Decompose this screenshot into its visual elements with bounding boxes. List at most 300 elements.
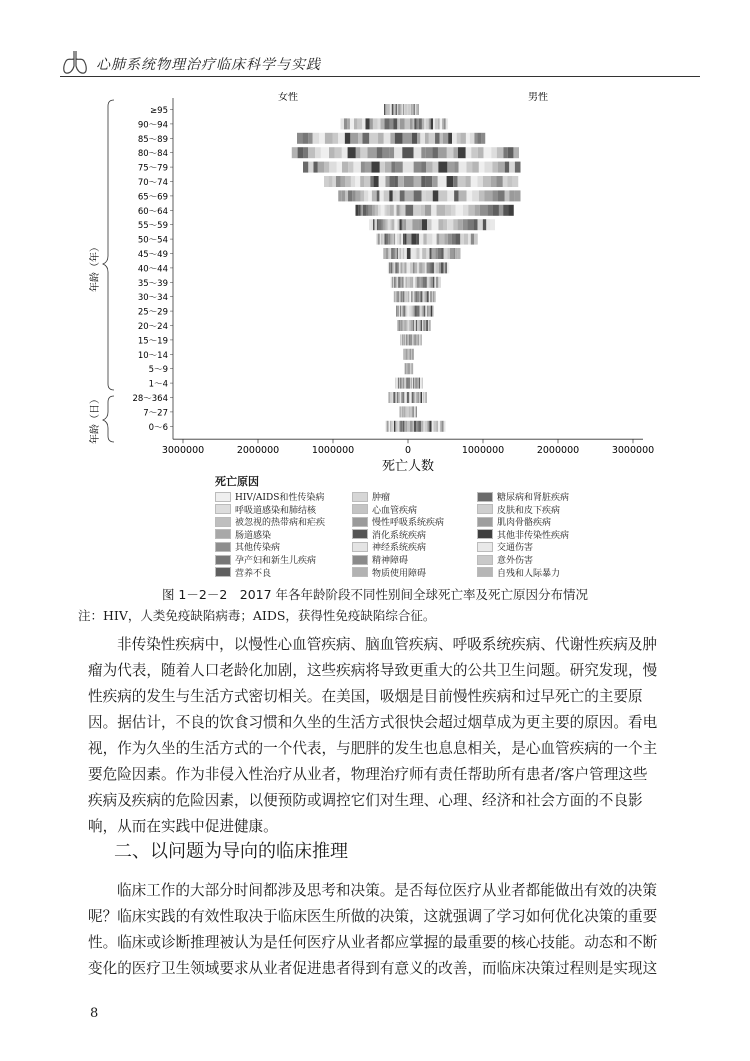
female-bar-segment	[402, 147, 408, 158]
male-bar-segment	[431, 219, 438, 230]
male-bar-segment	[420, 133, 425, 144]
female-bar-segment	[400, 262, 401, 273]
male-bar-segment	[416, 392, 417, 403]
male-bar-segment	[443, 262, 445, 273]
female-bar-segment	[392, 277, 393, 288]
female-bar-segment	[398, 104, 399, 115]
male-bar-segment	[427, 277, 429, 288]
female-bar-segment	[405, 392, 406, 403]
female-bar-segment	[405, 320, 406, 331]
female-bar-segment	[384, 118, 389, 129]
male-bar-segment	[417, 334, 418, 345]
para1-line: 性疾病的发生与生活方式密切相关。在美国，吸烟是目前慢性疾病和过早死亡的主要原	[88, 688, 643, 705]
female-bar-segment	[395, 248, 397, 259]
male-bar-segment	[426, 320, 427, 331]
male-bar-segment	[412, 334, 413, 345]
male-bar-segment	[515, 190, 521, 201]
female-bar-segment	[399, 421, 400, 432]
male-bar-segment	[419, 118, 422, 129]
male-bar-segment	[466, 133, 470, 144]
male-bar-segment	[408, 147, 414, 158]
legend-swatch	[215, 517, 231, 527]
female-bar-segment	[406, 378, 407, 389]
female-bar-segment	[395, 162, 402, 173]
female-bar-segment	[390, 133, 394, 144]
male-bar-segment	[420, 248, 423, 259]
female-bar-segment	[388, 219, 391, 230]
y-axis-label-years: 年龄（年）	[90, 242, 101, 292]
y-tick-label: 80～84	[137, 149, 168, 160]
female-bar-segment	[399, 277, 400, 288]
female-bar-segment	[402, 334, 403, 345]
para2-line: 性。临床或诊断推理被认为是任何医疗从业者都应掌握的最重要的核心技能。动态和不断	[88, 934, 658, 951]
male-bar-segment	[415, 104, 416, 115]
female-bar-segment	[308, 147, 315, 158]
female-bar-segment	[400, 378, 401, 389]
male-bar-segment	[499, 205, 503, 216]
female-bar-segment	[395, 392, 396, 403]
female-bar-segment	[388, 248, 389, 259]
male-bar-segment	[430, 291, 432, 302]
male-bar-segment	[408, 421, 410, 432]
female-bar-segment	[400, 118, 405, 129]
female-bar-segment	[403, 291, 404, 302]
female-bar-segment	[381, 219, 383, 230]
male-bar-segment	[480, 205, 487, 216]
legend-label: 神经系统疾病	[372, 543, 427, 554]
legend-item	[477, 490, 569, 502]
legend-item	[352, 566, 426, 578]
female-bar-segment	[347, 118, 350, 129]
legend-item	[477, 528, 569, 540]
male-bar-segment	[417, 320, 418, 331]
chart-bars	[292, 104, 521, 432]
male-bar-segment	[458, 176, 466, 187]
male-bar-segment	[420, 392, 421, 403]
female-bar-segment	[407, 306, 408, 317]
female-bar-segment	[400, 320, 401, 331]
female-bar-segment	[374, 176, 379, 187]
figure-note: 注：HIV，人类免疫缺陷病毒；AIDS，获得性免疫缺陷综合征。	[78, 608, 436, 623]
female-bar-segment	[402, 421, 403, 432]
female-bar-segment	[384, 133, 391, 144]
male-bar-segment	[430, 277, 432, 288]
female-bar-segment	[397, 291, 398, 302]
female-bar-segment	[392, 262, 393, 273]
female-bar-segment	[338, 190, 341, 201]
y-tick-label: 7～27	[143, 408, 168, 419]
male-bar-segment	[433, 277, 435, 288]
female-bar-segment	[303, 133, 309, 144]
female-bar-segment	[352, 190, 355, 201]
y-tick-label: ≥95	[150, 106, 168, 116]
male-bar-segment	[473, 219, 477, 230]
legend-item	[352, 540, 426, 552]
male-bar-segment	[491, 219, 495, 230]
male-bar-segment	[414, 306, 415, 317]
female-bar-segment	[386, 104, 387, 115]
male-bar-segment	[422, 378, 423, 389]
male-bar-segment	[415, 406, 416, 417]
female-bar-segment	[297, 133, 303, 144]
male-bar-segment	[415, 277, 417, 288]
female-bar-segment	[407, 406, 408, 417]
female-bar-segment	[303, 162, 308, 173]
male-bar-segment	[423, 392, 424, 403]
legend-label: HIV/AIDS和性传染病	[235, 493, 325, 503]
male-bar-segment	[410, 392, 411, 403]
male-bar-segment	[423, 277, 425, 288]
female-bar-segment	[379, 190, 383, 201]
male-bar-segment	[493, 205, 499, 216]
female-bar-segment	[342, 162, 348, 173]
male-bar-segment	[413, 378, 414, 389]
male-bar-segment	[432, 176, 438, 187]
male-bar-segment	[420, 334, 421, 345]
male-bar-segment	[408, 378, 409, 389]
female-bar-segment	[403, 421, 404, 432]
female-bar-segment	[384, 104, 385, 115]
male-bar-segment	[474, 133, 477, 144]
male-bar-segment	[438, 190, 447, 201]
female-bar-segment	[398, 291, 399, 302]
female-bar-segment	[402, 219, 404, 230]
male-bar-segment	[438, 118, 440, 129]
female-bar-segment	[405, 306, 406, 317]
male-bar-segment	[410, 334, 411, 345]
male-bar-segment	[410, 378, 411, 389]
female-bar-segment	[369, 133, 378, 144]
male-bar-segment	[417, 334, 418, 345]
female-bar-segment	[402, 320, 403, 331]
female-bar-segment	[345, 133, 351, 144]
male-bar-segment	[413, 406, 414, 417]
female-bar-segment	[378, 205, 381, 216]
male-bar-segment	[410, 378, 411, 389]
y-tick-label: 70～74	[137, 178, 168, 188]
female-bar-segment	[401, 306, 402, 317]
male-bar-segment	[428, 306, 430, 317]
male-bar-segment	[429, 421, 431, 432]
male-bar-segment	[414, 406, 415, 417]
female-bar-segment	[387, 248, 388, 259]
male-bar-segment	[466, 147, 472, 158]
male-bar-segment	[447, 190, 454, 201]
female-bar-segment	[405, 406, 406, 417]
male-bar-segment	[411, 234, 416, 245]
legend-label: 意外伤害	[497, 556, 534, 566]
female-bar-segment	[402, 291, 403, 302]
female-bar-segment	[374, 219, 376, 230]
female-bar-segment	[391, 421, 393, 432]
female-bar-segment	[378, 133, 384, 144]
legend-item	[477, 515, 551, 527]
y-tick-label: 25～29	[137, 307, 168, 318]
female-bar-segment	[321, 147, 329, 158]
female-bar-segment	[401, 378, 402, 389]
female-bar-segment	[404, 320, 405, 331]
female-bar-segment	[378, 118, 381, 129]
male-bar-segment	[422, 219, 427, 230]
male-bar-segment	[492, 190, 498, 201]
male-bar-segment	[454, 162, 459, 173]
female-side-label: 女性	[278, 92, 298, 103]
male-bar-segment	[420, 320, 421, 331]
male-bar-segment	[438, 147, 447, 158]
male-bar-segment	[409, 392, 410, 403]
female-bar-segment	[351, 176, 355, 187]
female-bar-segment	[405, 378, 406, 389]
female-bar-segment	[405, 262, 406, 273]
legend-swatch	[477, 567, 493, 577]
female-bar-segment	[319, 133, 325, 144]
female-bar-segment	[402, 378, 403, 389]
male-bar-segment	[418, 306, 419, 317]
female-bar-segment	[392, 392, 393, 403]
male-bar-segment	[408, 234, 411, 245]
male-bar-segment	[422, 118, 424, 129]
male-bar-segment	[509, 162, 515, 173]
male-bar-segment	[471, 147, 478, 158]
female-bar-segment	[407, 104, 408, 115]
female-bar-segment	[386, 219, 388, 230]
male-bar-segment	[418, 104, 419, 115]
para1-line: 响，从而在实践中促进健康。	[88, 818, 278, 835]
male-bar-segment	[507, 176, 513, 187]
male-bar-segment	[515, 162, 521, 173]
female-bar-segment	[399, 262, 400, 273]
female-bar-segment	[369, 219, 371, 230]
male-bar-segment	[418, 320, 420, 331]
para2-line: 临床工作的大部分时间都涉及思考和决策。是否每位医疗从业者都能做出有效的决策	[117, 882, 657, 899]
male-bar-segment	[467, 162, 473, 173]
legend-item	[477, 566, 560, 578]
female-bar-segment	[393, 190, 397, 201]
female-bar-segment	[314, 162, 318, 173]
male-bar-segment	[424, 306, 425, 317]
male-bar-segment	[418, 334, 419, 345]
male-bar-segment	[412, 378, 413, 389]
para1-line: 要危险因素。作为非侵入性治疗从业者，物理治疗师有责任帮助所有患者/客户管理这些	[88, 766, 648, 783]
female-bar-segment	[404, 176, 408, 187]
male-bar-segment	[414, 147, 422, 158]
male-bar-segment	[413, 262, 415, 273]
y-tick-label: 40～44	[137, 264, 168, 275]
para2-line: 呢？临床实践的有效性取决于临床医生所做的决策，这就强调了学习如何优化决策的重要	[88, 908, 658, 925]
legend-swatch	[477, 492, 493, 502]
male-bar-segment	[414, 176, 422, 187]
female-bar-segment	[348, 162, 353, 173]
male-bar-segment	[425, 205, 431, 216]
male-bar-segment	[429, 320, 430, 331]
male-bar-segment	[414, 320, 416, 331]
female-bar-segment	[397, 262, 398, 273]
female-bar-segment	[389, 248, 391, 259]
male-bar-segment	[412, 406, 413, 417]
legend-swatch	[352, 517, 368, 527]
male-bar-segment	[418, 378, 419, 389]
male-bar-segment	[408, 205, 413, 216]
female-bar-segment	[324, 162, 329, 173]
female-bar-segment	[394, 219, 397, 230]
x-tick-label: 0	[404, 445, 412, 457]
legend-label: 肠道感染	[235, 530, 272, 541]
female-bar-segment	[407, 392, 408, 403]
male-bar-segment	[487, 205, 492, 216]
male-bar-segment	[426, 190, 433, 201]
legend-item	[477, 553, 533, 565]
male-bar-segment	[468, 205, 474, 216]
female-bar-segment	[390, 392, 391, 403]
male-bar-segment	[437, 205, 445, 216]
female-bar-segment	[385, 176, 389, 187]
female-bar-segment	[371, 162, 379, 173]
male-bar-segment	[410, 277, 412, 288]
male-bar-segment	[413, 334, 414, 345]
female-bar-segment	[356, 190, 361, 201]
male-bar-segment	[409, 378, 410, 389]
male-bar-segment	[422, 162, 427, 173]
female-bar-segment	[389, 392, 390, 403]
female-bar-segment	[397, 219, 399, 230]
female-bar-segment	[401, 291, 402, 302]
female-bar-segment	[400, 104, 402, 115]
female-bar-segment	[401, 248, 402, 259]
female-bar-segment	[389, 104, 390, 115]
male-bar-segment	[408, 190, 414, 201]
female-bar-segment	[395, 262, 396, 273]
male-bar-segment	[414, 118, 416, 129]
male-bar-segment	[425, 291, 426, 302]
male-bar-segment	[496, 176, 503, 187]
male-bar-segment	[421, 147, 425, 158]
male-bar-segment	[414, 334, 415, 345]
female-bar-segment	[365, 118, 369, 129]
female-bar-segment	[407, 421, 408, 432]
female-bar-segment	[405, 248, 407, 259]
male-bar-segment	[432, 262, 434, 273]
female-bar-segment	[404, 262, 405, 273]
female-bar-segment	[341, 176, 345, 187]
male-bar-segment	[408, 262, 410, 273]
female-bar-segment	[406, 262, 407, 273]
male-bar-segment	[413, 205, 420, 216]
male-bar-segment	[430, 306, 431, 317]
male-bar-segment	[425, 392, 426, 403]
female-bar-segment	[400, 392, 401, 403]
female-bar-segment	[403, 277, 404, 288]
male-bar-segment	[439, 234, 444, 245]
y-tick-label: 0～6	[148, 422, 168, 433]
legend-label: 糖尿病和肾脏疾病	[497, 493, 570, 503]
male-bar-segment	[438, 176, 447, 187]
male-bar-segment	[415, 392, 416, 403]
female-bar-segment	[398, 176, 404, 187]
male-bar-segment	[444, 421, 446, 432]
legend-label: 皮肤和皮下疾病	[497, 505, 561, 516]
female-bar-segment	[292, 147, 298, 158]
lungs-icon	[60, 48, 90, 76]
female-bar-segment	[404, 104, 405, 115]
female-bar-segment	[407, 291, 408, 302]
female-bar-segment	[383, 219, 385, 230]
female-bar-segment	[405, 118, 408, 129]
male-bar-segment	[419, 262, 422, 273]
female-bar-segment	[397, 378, 398, 389]
female-bar-segment	[399, 219, 401, 230]
male-bar-segment	[409, 320, 411, 331]
section-heading: 二、以问题为导向的临床推理	[114, 841, 348, 862]
female-bar-segment	[397, 104, 398, 115]
male-bar-segment	[463, 205, 468, 216]
female-bar-segment	[395, 234, 397, 245]
female-bar-segment	[390, 176, 395, 187]
male-bar-segment	[412, 306, 414, 317]
female-bar-segment	[372, 190, 377, 201]
legend-label: 自残和人际暴力	[497, 568, 561, 579]
male-bar-segment	[421, 392, 422, 403]
female-bar-segment	[394, 248, 395, 259]
female-bar-segment	[398, 392, 399, 403]
male-bar-segment	[416, 104, 417, 115]
legend-item	[215, 503, 316, 515]
male-bar-segment	[433, 291, 434, 302]
legend-swatch	[215, 529, 231, 539]
female-bar-segment	[395, 277, 396, 288]
male-bar-segment	[417, 306, 419, 317]
female-bar-segment	[393, 104, 394, 115]
female-bar-segment	[396, 421, 398, 432]
male-bar-segment	[446, 118, 448, 129]
legend-label: 被忽视的热带病和疟疾	[235, 518, 326, 529]
male-bar-segment	[409, 306, 411, 317]
legend-item	[215, 528, 271, 540]
legend-swatch	[352, 529, 368, 539]
female-bar-segment	[399, 378, 400, 389]
female-bar-segment	[360, 176, 364, 187]
female-bar-segment	[406, 320, 407, 331]
female-bar-segment	[391, 262, 392, 273]
female-bar-segment	[401, 378, 402, 389]
male-bar-segment	[414, 248, 416, 259]
female-bar-segment	[401, 262, 403, 273]
female-bar-segment	[391, 162, 395, 173]
female-bar-segment	[350, 133, 358, 144]
female-bar-segment	[396, 306, 397, 317]
male-bar-segment	[412, 392, 413, 403]
legend-label: 其他非传染性疾病	[497, 530, 570, 541]
male-bar-segment	[483, 176, 491, 187]
female-bar-segment	[399, 291, 400, 302]
male-bar-segment	[414, 190, 422, 201]
male-bar-segment	[417, 118, 419, 129]
male-bar-segment	[408, 162, 414, 173]
male-bar-segment	[411, 306, 412, 317]
y-tick-label: 90～94	[137, 120, 168, 131]
female-bar-segment	[390, 219, 392, 230]
male-bar-segment	[453, 248, 455, 259]
male-bar-segment	[452, 234, 455, 245]
female-bar-segment	[332, 176, 335, 187]
x-tick-label: 2000000	[536, 445, 580, 457]
male-bar-segment	[436, 277, 437, 288]
male-bar-segment	[471, 234, 474, 245]
male-bar-segment	[503, 176, 507, 187]
male-bar-segment	[433, 162, 439, 173]
male-bar-segment	[416, 248, 419, 259]
male-bar-segment	[427, 234, 433, 245]
male-bar-segment	[423, 421, 425, 432]
